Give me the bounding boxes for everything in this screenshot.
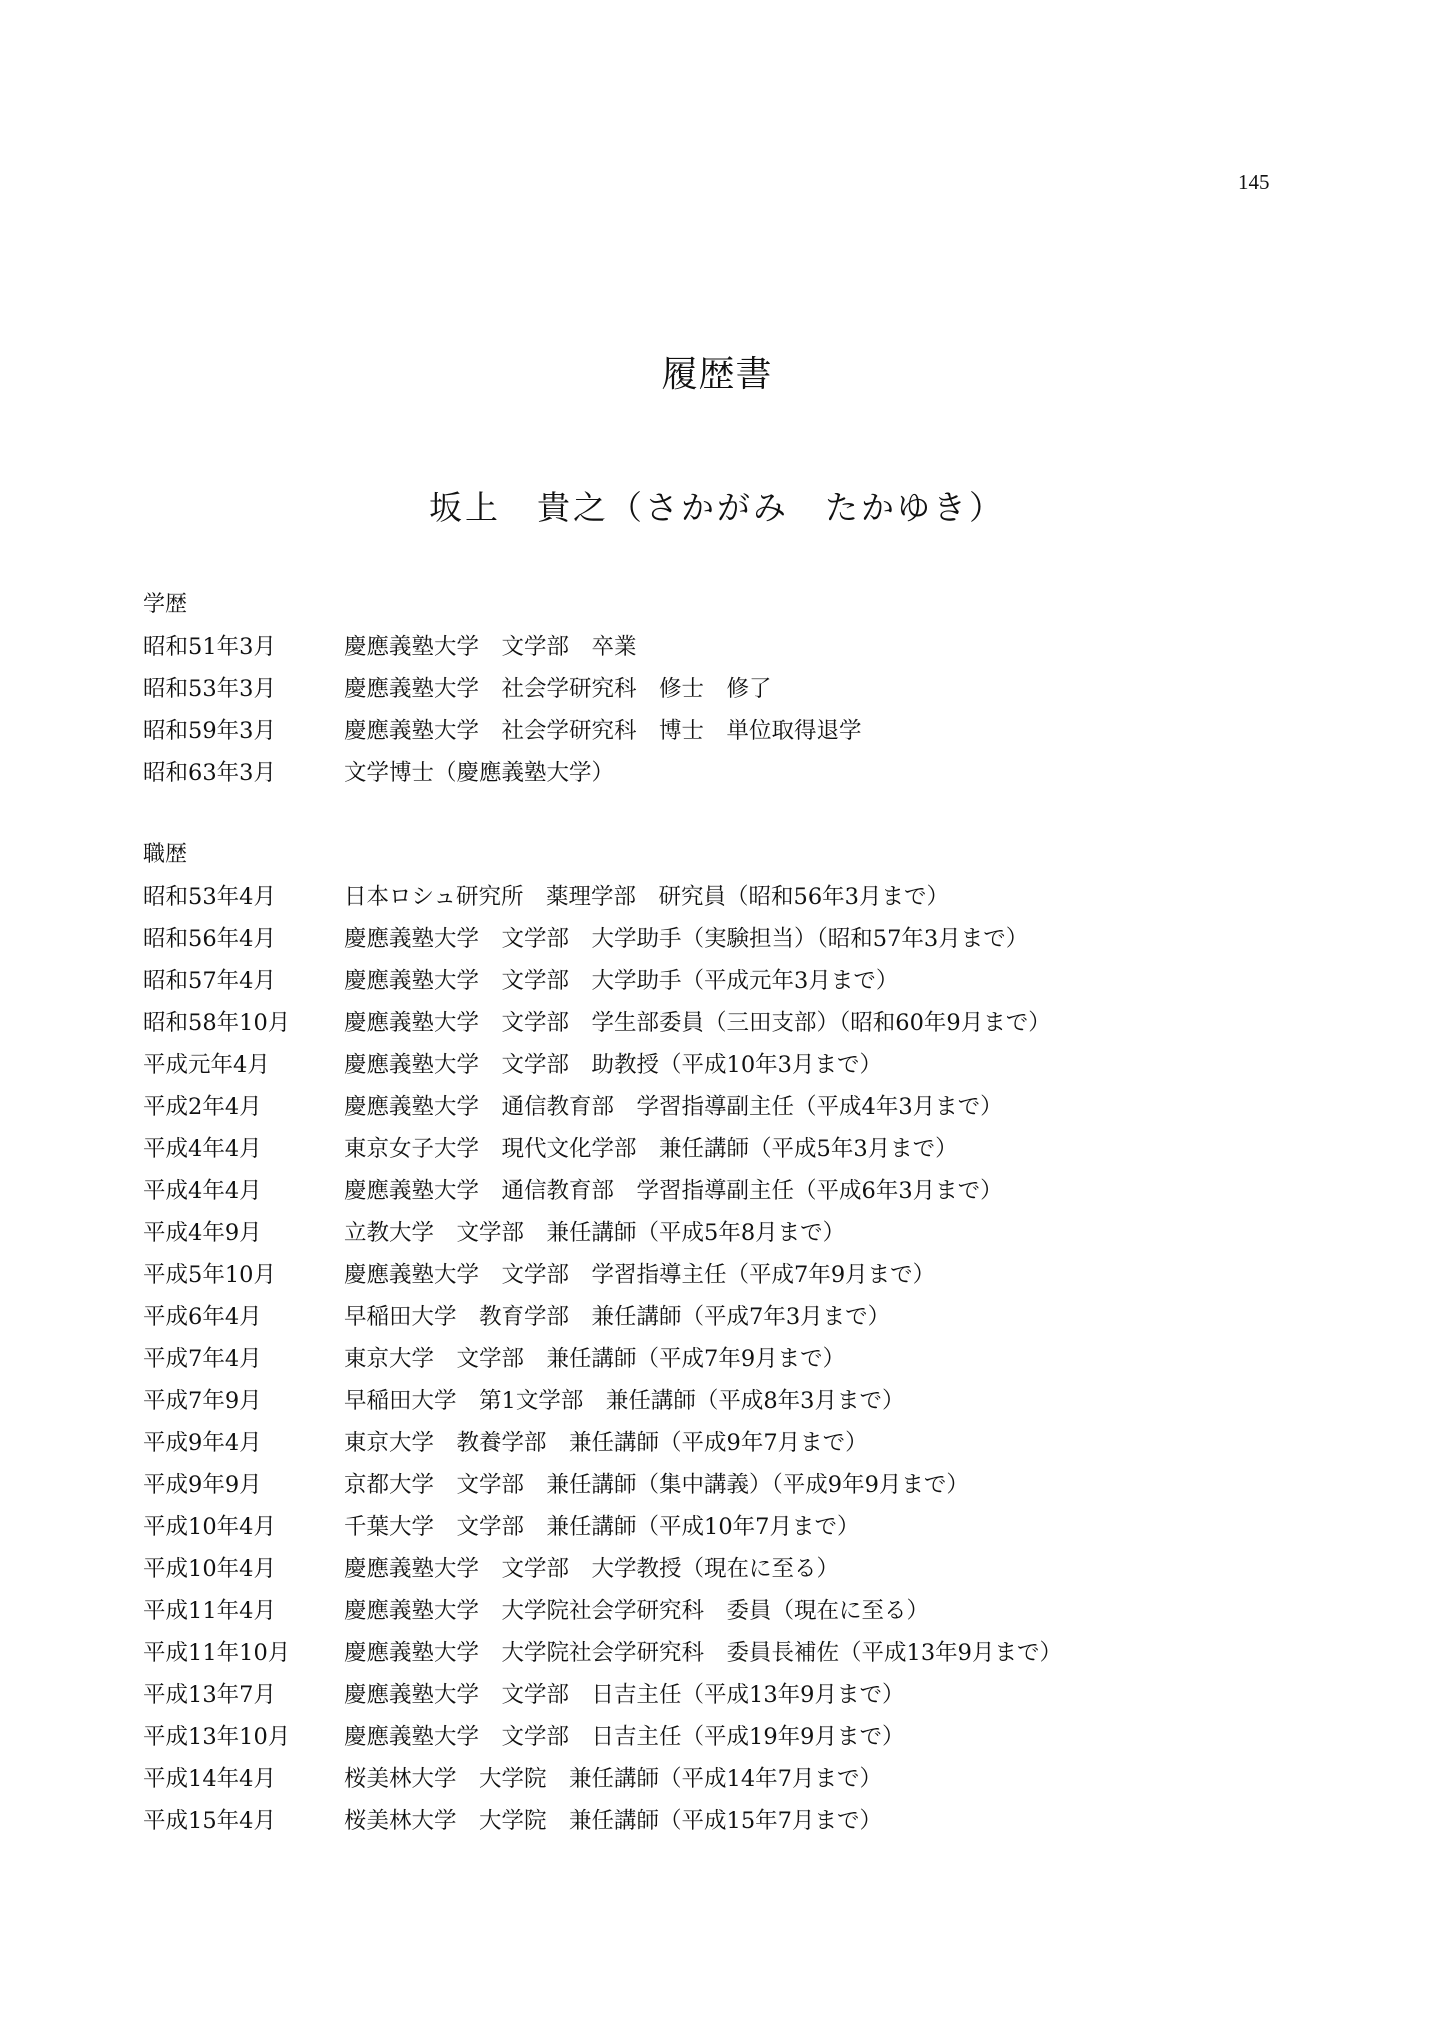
career-date: 昭和57年4月 [143, 968, 276, 994]
career-description: 京都大学 文学部 兼任講師（集中講義）（平成9年9月まで） [344, 1472, 969, 1498]
education-row [143, 752, 1303, 794]
career-section [143, 834, 1303, 1842]
education-row [143, 668, 1303, 710]
career-row [143, 1758, 1303, 1800]
education-date: 昭和53年3月 [143, 676, 276, 702]
career-row [143, 1044, 1303, 1086]
career-description: 立教大学 文学部 兼任講師（平成5年8月まで） [344, 1220, 846, 1246]
career-row [143, 1086, 1303, 1128]
career-date: 平成11年10月 [143, 1640, 291, 1666]
career-description: 慶應義塾大学 通信教育部 学習指導副主任（平成6年3月まで） [344, 1178, 1003, 1204]
career-description: 桜美林大学 大学院 兼任講師（平成14年7月まで） [344, 1766, 882, 1792]
career-row [143, 1338, 1303, 1380]
career-description: 東京大学 文学部 兼任講師（平成7年9月まで） [344, 1346, 846, 1372]
career-row [143, 1590, 1303, 1632]
education-section [143, 584, 1303, 794]
career-description: 早稲田大学 第1文学部 兼任講師（平成8年3月まで） [344, 1388, 905, 1414]
career-row [143, 876, 1303, 918]
education-description: 慶應義塾大学 社会学研究科 修士 修了 [344, 676, 772, 702]
career-description: 慶應義塾大学 文学部 学習指導主任（平成7年9月まで） [344, 1262, 936, 1288]
career-description: 東京女子大学 現代文化学部 兼任講師（平成5年3月まで） [344, 1136, 958, 1162]
career-description: 慶應義塾大学 文学部 助教授（平成10年3月まで） [344, 1052, 882, 1078]
career-row [143, 1674, 1303, 1716]
career-row [143, 1212, 1303, 1254]
career-date: 平成9年4月 [143, 1430, 262, 1456]
career-date: 平成4年4月 [143, 1136, 262, 1162]
career-date: 平成7年9月 [143, 1388, 262, 1414]
career-row [143, 1296, 1303, 1338]
career-description: 桜美林大学 大学院 兼任講師（平成15年7月まで） [344, 1808, 882, 1834]
career-description: 慶應義塾大学 大学院社会学研究科 委員（現在に至る） [344, 1598, 930, 1624]
education-row [143, 626, 1303, 668]
career-description: 慶應義塾大学 文学部 日吉主任（平成19年9月まで） [344, 1724, 905, 1750]
career-row [143, 1002, 1303, 1044]
career-row [143, 1422, 1303, 1464]
career-description: 早稲田大学 教育学部 兼任講師（平成7年3月まで） [344, 1304, 891, 1330]
career-row [143, 1380, 1303, 1422]
education-heading: 学歴 [143, 592, 188, 617]
education-list [143, 626, 1303, 794]
career-row [143, 1800, 1303, 1842]
career-description: 慶應義塾大学 文学部 日吉主任（平成13年9月まで） [344, 1682, 905, 1708]
career-date: 昭和58年10月 [143, 1010, 291, 1036]
career-description: 千葉大学 文学部 兼任講師（平成10年7月まで） [344, 1514, 860, 1540]
career-date: 平成11年4月 [143, 1598, 276, 1624]
education-description: 慶應義塾大学 社会学研究科 博士 単位取得退学 [344, 718, 862, 744]
career-date: 平成13年10月 [143, 1724, 291, 1750]
person-name: 坂上 貴之（さかがみ たかゆき） [429, 488, 1005, 527]
career-list [143, 876, 1303, 1842]
career-description: 慶應義塾大学 文学部 大学助手（平成元年3月まで） [344, 968, 899, 994]
career-heading: 職歴 [143, 842, 188, 867]
career-row [143, 1254, 1303, 1296]
education-description: 文学博士（慶應義塾大学） [344, 760, 615, 786]
career-description: 慶應義塾大学 通信教育部 学習指導副主任（平成4年3月まで） [344, 1094, 1003, 1120]
career-date: 平成5年10月 [143, 1262, 276, 1288]
career-date: 平成元年4月 [143, 1052, 270, 1078]
career-row [143, 918, 1303, 960]
career-description: 慶應義塾大学 文学部 大学助手（実験担当）（昭和57年3月まで） [344, 926, 1029, 952]
career-date: 昭和56年4月 [143, 926, 276, 952]
education-date: 昭和63年3月 [143, 760, 276, 786]
career-date: 平成10年4月 [143, 1556, 276, 1582]
career-description: 日本ロシュ研究所 薬理学部 研究員（昭和56年3月まで） [344, 884, 949, 910]
page-number: 145 [1238, 170, 1270, 194]
career-row [143, 1464, 1303, 1506]
education-description: 慶應義塾大学 文学部 卒業 [344, 634, 637, 660]
career-date: 平成14年4月 [143, 1766, 276, 1792]
education-date: 昭和51年3月 [143, 634, 276, 660]
career-row [143, 1128, 1303, 1170]
career-description: 慶應義塾大学 大学院社会学研究科 委員長補佐（平成13年9月まで） [344, 1640, 1062, 1666]
career-date: 平成10年4月 [143, 1514, 276, 1540]
career-row [143, 1548, 1303, 1590]
career-description: 東京大学 教養学部 兼任講師（平成9年7月まで） [344, 1430, 868, 1456]
education-row [143, 710, 1303, 752]
career-date: 平成7年4月 [143, 1346, 262, 1372]
career-date: 平成4年4月 [143, 1178, 262, 1204]
career-date: 平成15年4月 [143, 1808, 276, 1834]
document-title: 履歴書 [661, 354, 773, 395]
career-date: 平成9年9月 [143, 1472, 262, 1498]
career-date: 平成13年7月 [143, 1682, 276, 1708]
career-description: 慶應義塾大学 文学部 大学教授（現在に至る） [344, 1556, 840, 1582]
career-description: 慶應義塾大学 文学部 学生部委員（三田支部）（昭和60年9月まで） [344, 1010, 1051, 1036]
career-date: 平成2年4月 [143, 1094, 262, 1120]
career-date: 平成6年4月 [143, 1304, 262, 1330]
career-row [143, 960, 1303, 1002]
career-date: 昭和53年4月 [143, 884, 276, 910]
career-date: 平成4年9月 [143, 1220, 262, 1246]
career-row [143, 1716, 1303, 1758]
education-date: 昭和59年3月 [143, 718, 276, 744]
career-row [143, 1632, 1303, 1674]
career-row [143, 1506, 1303, 1548]
career-row [143, 1170, 1303, 1212]
